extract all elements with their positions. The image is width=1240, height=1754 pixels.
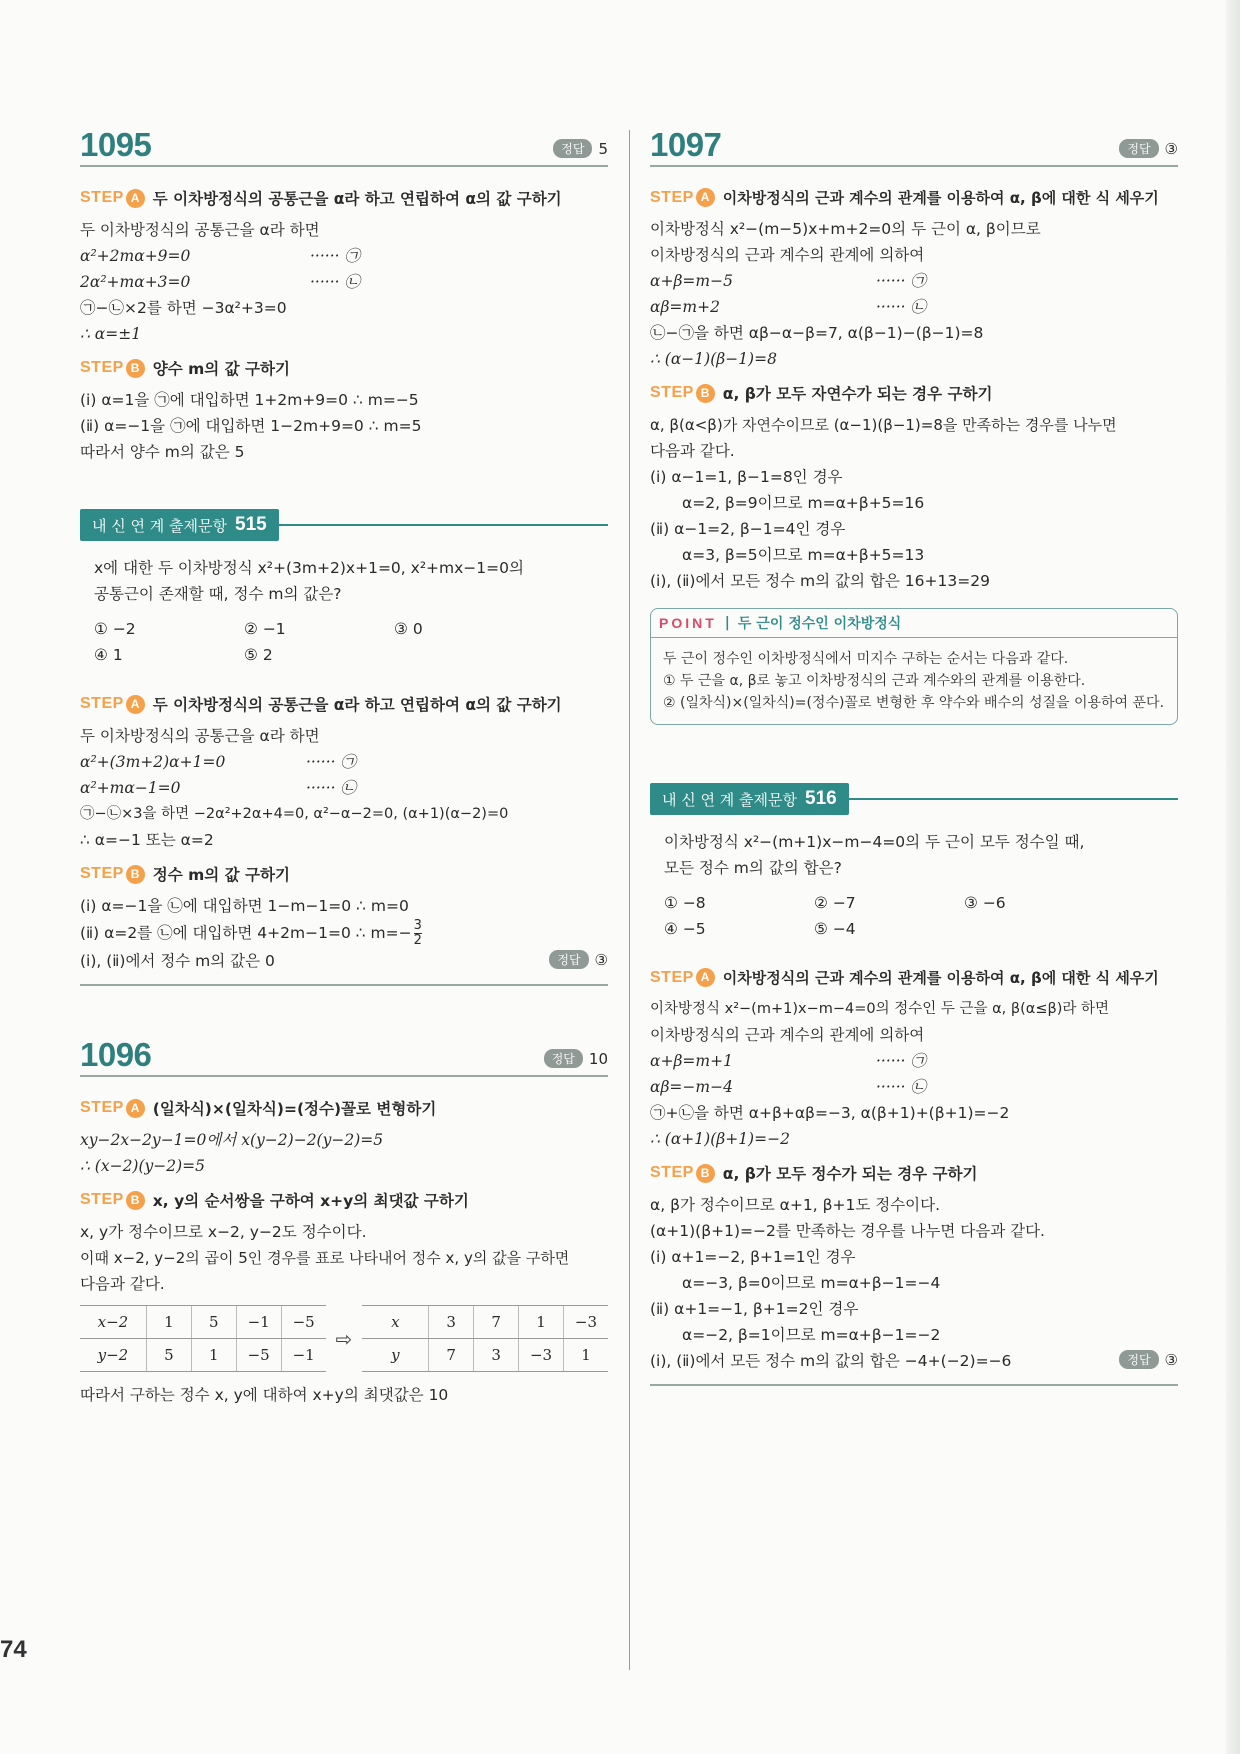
answer-badge: 정답 xyxy=(549,950,588,969)
table-cell: 3 xyxy=(429,1306,474,1339)
choice[interactable]: ③ −6 xyxy=(964,894,1006,912)
step-letter: B xyxy=(126,1191,145,1210)
problem-number: 1095 xyxy=(80,126,152,163)
answer-indicator xyxy=(553,139,608,158)
naesin-label: 내 신 연 계 출제문항 xyxy=(662,790,797,809)
equation-line xyxy=(650,1048,1178,1074)
step-b-tag xyxy=(650,384,715,403)
step-b-tag xyxy=(80,1191,145,1210)
right-column xyxy=(650,128,1178,1386)
step-letter: A xyxy=(126,695,145,714)
equation-mark: ······ ㉡ xyxy=(306,779,356,797)
step-title: α, β가 모두 정수가 되는 경우 구하기 xyxy=(722,1165,978,1183)
text-line: ㉠+㉡을 하면 α+β+αβ=−3, α(β+1)+(β+1)=−2 xyxy=(650,1104,1010,1122)
point-separator: | xyxy=(724,615,730,631)
naesin-label: 내 신 연 계 출제문항 xyxy=(92,516,227,535)
equation: αβ=−m−4 xyxy=(650,1078,733,1096)
text-line: (ⅰ), (ⅱ)에서 모든 정수 m의 값의 합은 16+13=29 xyxy=(650,572,990,590)
answer-indicator xyxy=(1119,1350,1178,1369)
point-box xyxy=(650,608,1178,725)
table-cell: 5 xyxy=(191,1306,236,1339)
problem-1096-header xyxy=(80,1038,608,1077)
text-line: (α+1)(β+1)=−2를 만족하는 경우를 나누면 다음과 같다. xyxy=(650,1222,1045,1240)
step-prefix: STEP xyxy=(80,1191,124,1208)
text-line: (ⅰ), (ⅱ)에서 모든 정수 m의 값의 합은 −4+(−2)=−6 xyxy=(650,1352,1012,1370)
naesin-number: 515 xyxy=(235,514,267,535)
equation-line xyxy=(80,749,608,775)
step-a-tag xyxy=(80,695,145,714)
choice[interactable]: ④ −5 xyxy=(664,920,706,938)
answer-value: ③ xyxy=(594,950,608,969)
table-cell: 7 xyxy=(474,1306,519,1339)
step-title: (일차식)×(일차식)=(정수)꼴로 변형하기 xyxy=(152,1100,437,1118)
step-prefix: STEP xyxy=(80,189,124,206)
banner-rule xyxy=(279,524,608,526)
table-cell: 1 xyxy=(146,1306,191,1339)
answer-indicator xyxy=(549,950,608,969)
page-edge xyxy=(1226,0,1240,1754)
left-column xyxy=(80,128,608,1408)
answer-indicator xyxy=(544,1049,608,1068)
step-b-heading xyxy=(80,863,608,885)
page-number: 74 xyxy=(0,1636,27,1663)
text-line: 두 이차방정식의 공통근을 α라 하면 xyxy=(80,727,320,745)
step-letter: A xyxy=(696,188,715,207)
text-line: α=2, β=9이므로 m=α+β+5=16 xyxy=(682,494,925,512)
step-prefix: STEP xyxy=(80,359,124,376)
answer-value: 10 xyxy=(588,1049,608,1068)
table-cell: −5 xyxy=(236,1339,281,1372)
answer-badge: 정답 xyxy=(544,1049,583,1068)
step-prefix: STEP xyxy=(80,695,124,712)
step-b-tag xyxy=(80,865,145,884)
table-cell: 1 xyxy=(519,1306,564,1339)
naesin-516-banner xyxy=(650,783,1178,815)
problem-number: 1096 xyxy=(80,1036,152,1073)
text-line: ㉡−㉠을 하면 αβ−α−β=7, α(β−1)−(β−1)=8 xyxy=(650,324,984,342)
table-row xyxy=(80,1339,326,1372)
text-line: α=−3, β=0이므로 m=α+β−1=−4 xyxy=(682,1274,941,1292)
equation-mark: ······ ㉠ xyxy=(306,753,356,771)
denominator: 2 xyxy=(413,933,422,948)
step-title: 두 이차방정식의 공통근을 α라 하고 연립하여 α의 값 구하기 xyxy=(152,190,562,208)
text-line: 이차방정식의 근과 계수의 관계에 의하여 xyxy=(650,246,925,264)
step-title: 이차방정식의 근과 계수의 관계를 이용하여 α, β에 대한 식 세우기 xyxy=(722,969,1159,987)
text-line: 따라서 양수 m의 값은 5 xyxy=(80,443,245,461)
answer-value: ③ xyxy=(1164,1350,1178,1369)
text-line: (ⅱ) α=−1을 ㉠에 대입하면 1−2m+9=0 ∴ m=5 xyxy=(80,417,422,435)
choices-515 xyxy=(80,617,608,667)
text-line: ∴ (α+1)(β+1)=−2 xyxy=(650,1130,790,1148)
end-row xyxy=(80,948,608,986)
step-prefix: STEP xyxy=(650,188,694,206)
naesin-515-banner xyxy=(80,509,608,541)
step-letter: A xyxy=(126,1099,145,1118)
text-line: α=−2, β=1이므로 m=α+β−1=−2 xyxy=(682,1326,941,1344)
table-cell: 1 xyxy=(563,1339,608,1372)
text-line: x, y가 정수이므로 x−2, y−2도 정수이다. xyxy=(80,1223,367,1241)
equation: α²+(3m+2)α+1=0 xyxy=(80,753,226,771)
step-a-heading xyxy=(650,967,1178,988)
step-b-heading xyxy=(80,1189,608,1211)
point-tag: POINT xyxy=(659,615,717,631)
problem-1095-header xyxy=(80,128,608,167)
table-row xyxy=(362,1339,608,1372)
table-cell: 5 xyxy=(146,1339,191,1372)
text-line: ∴ (x−2)(y−2)=5 xyxy=(80,1157,206,1175)
text-line: 이차방정식의 근과 계수의 관계에 의하여 xyxy=(650,1026,925,1044)
choice[interactable]: ⑤ 2 xyxy=(244,646,273,664)
table-cell: −1 xyxy=(236,1306,281,1339)
step-letter: B xyxy=(696,1164,715,1183)
answer-badge: 정답 xyxy=(1119,139,1158,158)
naesin-label-box xyxy=(650,783,849,815)
step-letter: A xyxy=(696,968,715,987)
step-b-heading xyxy=(650,1162,1178,1184)
step-title: 이차방정식의 근과 계수의 관계를 이용하여 α, β에 대한 식 세우기 xyxy=(722,189,1159,207)
text-line: (ⅰ) α=−1을 ㉡에 대입하면 1−m−1=0 ∴ m=0 xyxy=(80,897,409,915)
text-line: 두 이차방정식의 공통근을 α라 하면 xyxy=(80,221,320,239)
table-cell: x xyxy=(362,1306,428,1339)
text-line: xy−2x−2y−1=0에서 x(y−2)−2(y−2)=5 xyxy=(80,1131,384,1149)
point-header xyxy=(651,609,1177,638)
step-prefix: STEP xyxy=(650,968,694,986)
banner-rule xyxy=(849,798,1178,800)
question-line: 이차방정식 x²−(m+1)x−m−4=0의 두 근이 모두 정수일 때, xyxy=(664,833,1085,851)
text-line: ∴ α=−1 또는 α=2 xyxy=(80,831,214,849)
text-line: (ⅱ) α+1=−1, β+1=2인 경우 xyxy=(650,1300,859,1318)
step-letter: B xyxy=(126,359,145,378)
answer-value: 5 xyxy=(598,139,608,158)
equation-line xyxy=(650,1074,1178,1100)
table-cell: −3 xyxy=(563,1306,608,1339)
naesin-label-box xyxy=(80,509,279,541)
step-b-heading xyxy=(650,382,1178,404)
equation-line xyxy=(80,775,608,801)
step-letter: A xyxy=(126,189,145,208)
conclusion-line: 따라서 구하는 정수 x, y에 대하여 x+y의 최댓값은 10 xyxy=(80,1386,449,1404)
numerator: 3 xyxy=(413,918,422,933)
text: (ⅱ) α=2를 ㉡에 대입하면 4+2m−1=0 ∴ m=− xyxy=(80,924,412,942)
text-line: α, β가 정수이므로 α+1, β+1도 정수이다. xyxy=(650,1196,941,1214)
point-line: ② (일차식)×(일차식)=(정수)꼴로 변형한 후 약수와 배수의 성질을 이용하여 푼다. xyxy=(663,695,1165,711)
text-line: 이때 x−2, y−2의 곱이 5인 경우를 표로 나타내어 정수 x, y의 값을 구하면 xyxy=(80,1249,570,1267)
table-row xyxy=(362,1306,608,1339)
point-body xyxy=(651,638,1177,724)
step-title: x, y의 순서쌍을 구하여 x+y의 최댓값 구하기 xyxy=(152,1192,469,1210)
fraction xyxy=(414,919,422,948)
step-prefix: STEP xyxy=(80,865,124,882)
step-title: 정수 m의 값 구하기 xyxy=(152,866,290,884)
point-line: 두 근이 정수인 이차방정식에서 미지수 구하는 순서는 다음과 같다. xyxy=(663,651,1069,667)
table-cell: −3 xyxy=(519,1339,564,1372)
answer-value: ③ xyxy=(1164,139,1178,158)
answer-indicator xyxy=(1119,139,1178,158)
right-arrow-icon: ⇨ xyxy=(335,1326,353,1351)
step-a-heading xyxy=(80,187,608,209)
step-a-heading xyxy=(80,1097,608,1119)
text-line: (ⅰ) α=1을 ㉠에 대입하면 1+2m+9=0 ∴ m=−5 xyxy=(80,391,419,409)
table-cell: y−2 xyxy=(80,1339,146,1372)
equation-line xyxy=(650,294,1178,320)
step-letter: B xyxy=(696,384,715,403)
text-line: ∴ (α−1)(β−1)=8 xyxy=(650,350,777,368)
equation-mark: ······ ㉠ xyxy=(876,272,926,290)
equation-mark: ······ ㉡ xyxy=(876,298,926,316)
text-line: (ⅰ) α+1=−2, β+1=1인 경우 xyxy=(650,1248,856,1266)
step-prefix: STEP xyxy=(80,1099,124,1116)
choice[interactable]: ② −7 xyxy=(814,894,856,912)
table-xy xyxy=(362,1305,608,1372)
choice[interactable]: ① −8 xyxy=(664,894,706,912)
text-line: α=3, β=5이므로 m=α+β+5=13 xyxy=(682,546,925,564)
question-line: 공통근이 존재할 때, 정수 m의 값은? xyxy=(94,585,342,603)
equation: 2α²+mα+3=0 xyxy=(80,273,191,291)
step-letter: B xyxy=(126,865,145,884)
step-a-tag xyxy=(80,1099,145,1118)
step-a-heading xyxy=(650,187,1178,208)
table-cell: −5 xyxy=(281,1306,325,1339)
equation: α+β=m−5 xyxy=(650,272,733,290)
step-title: 두 이차방정식의 공통근을 α라 하고 연립하여 α의 값 구하기 xyxy=(152,696,562,714)
choice[interactable]: ① −2 xyxy=(94,620,136,638)
text-line: 이차방정식 x²−(m+1)x−m−4=0의 정수인 두 근을 α, β(α≤β)라 하면 xyxy=(650,1001,1110,1017)
table-cell: −1 xyxy=(281,1339,325,1372)
step-b-heading xyxy=(80,357,608,379)
question-515 xyxy=(80,555,608,607)
point-title: 두 근이 정수인 이차방정식 xyxy=(737,616,902,632)
choice[interactable]: ⑤ −4 xyxy=(814,920,856,938)
text-line: ㉠−㉡×2를 하면 −3α²+3=0 xyxy=(80,299,287,317)
choice[interactable]: ② −1 xyxy=(244,620,286,638)
equation-mark: ······ ㉡ xyxy=(310,273,360,291)
equation: α²+2mα+9=0 xyxy=(80,247,191,265)
answer-badge: 정답 xyxy=(553,139,592,158)
table-cell: 7 xyxy=(429,1339,474,1372)
equation: αβ=m+2 xyxy=(650,298,720,316)
step-prefix: STEP xyxy=(650,1164,694,1181)
table-cell: 3 xyxy=(474,1339,519,1372)
table-diff xyxy=(80,1305,326,1372)
equation-line xyxy=(80,269,608,295)
equation-line xyxy=(650,268,1178,294)
choices-516 xyxy=(650,891,1178,941)
step-b-tag xyxy=(650,1164,715,1183)
table-cell: y xyxy=(362,1339,428,1372)
choice[interactable]: ③ 0 xyxy=(394,620,423,638)
equation: α+β=m+1 xyxy=(650,1052,733,1070)
text-line: (ⅰ) α−1=1, β−1=8인 경우 xyxy=(650,468,843,486)
text-line: ㉠−㉡×3을 하면 −2α²+2α+4=0, α²−α−2=0, (α+1)(α−2)=0 xyxy=(80,806,509,822)
naesin-number: 516 xyxy=(805,788,837,809)
text-line: (ⅱ) α−1=2, β−1=4인 경우 xyxy=(650,520,846,538)
text-line: 다음과 같다. xyxy=(650,442,735,460)
problem-1097-header xyxy=(650,128,1178,167)
equation-mark: ······ ㉠ xyxy=(310,247,360,265)
step-a-tag xyxy=(650,188,715,207)
table-cell: 1 xyxy=(191,1339,236,1372)
step-title: 양수 m의 값 구하기 xyxy=(152,360,290,378)
answer-badge: 정답 xyxy=(1119,1350,1158,1369)
step-a-tag xyxy=(650,968,715,987)
step-a-heading xyxy=(80,693,608,715)
equation-mark: ······ ㉠ xyxy=(876,1052,926,1070)
question-516 xyxy=(650,829,1178,881)
table-row xyxy=(80,1306,326,1339)
equation: α²+mα−1=0 xyxy=(80,779,181,797)
step-b-tag xyxy=(80,359,145,378)
step-a-tag xyxy=(80,189,145,208)
text-line: α, β(α<β)가 자연수이므로 (α−1)(β−1)=8을 만족하는 경우를 나누면 xyxy=(650,416,1117,434)
value-tables xyxy=(80,1305,608,1372)
problem-number: 1097 xyxy=(650,126,722,163)
text-line: 다음과 같다. xyxy=(80,1275,165,1293)
point-line: ① 두 근을 α, β로 놓고 이차방정식의 근과 계수와의 관계를 이용한다. xyxy=(663,673,1086,689)
step-prefix: STEP xyxy=(650,384,694,401)
table-cell: x−2 xyxy=(80,1306,146,1339)
question-line: 모든 정수 m의 값의 합은? xyxy=(664,859,842,877)
column-divider xyxy=(629,130,630,1670)
text-line: (ⅰ), (ⅱ)에서 정수 m의 값은 0 xyxy=(80,952,275,970)
end-row xyxy=(650,1348,1178,1386)
equation-mark: ······ ㉡ xyxy=(876,1078,926,1096)
text-line: ∴ α=±1 xyxy=(80,325,142,343)
step-title: α, β가 모두 자연수가 되는 경우 구하기 xyxy=(722,385,993,403)
choice[interactable]: ④ 1 xyxy=(94,646,123,664)
text-line: 이차방정식 x²−(m−5)x+m+2=0의 두 근이 α, β이므로 xyxy=(650,220,1041,238)
equation-line xyxy=(80,243,608,269)
question-line: x에 대한 두 이차방정식 x²+(3m+2)x+1=0, x²+mx−1=0의 xyxy=(94,559,524,577)
text-line xyxy=(80,919,608,948)
